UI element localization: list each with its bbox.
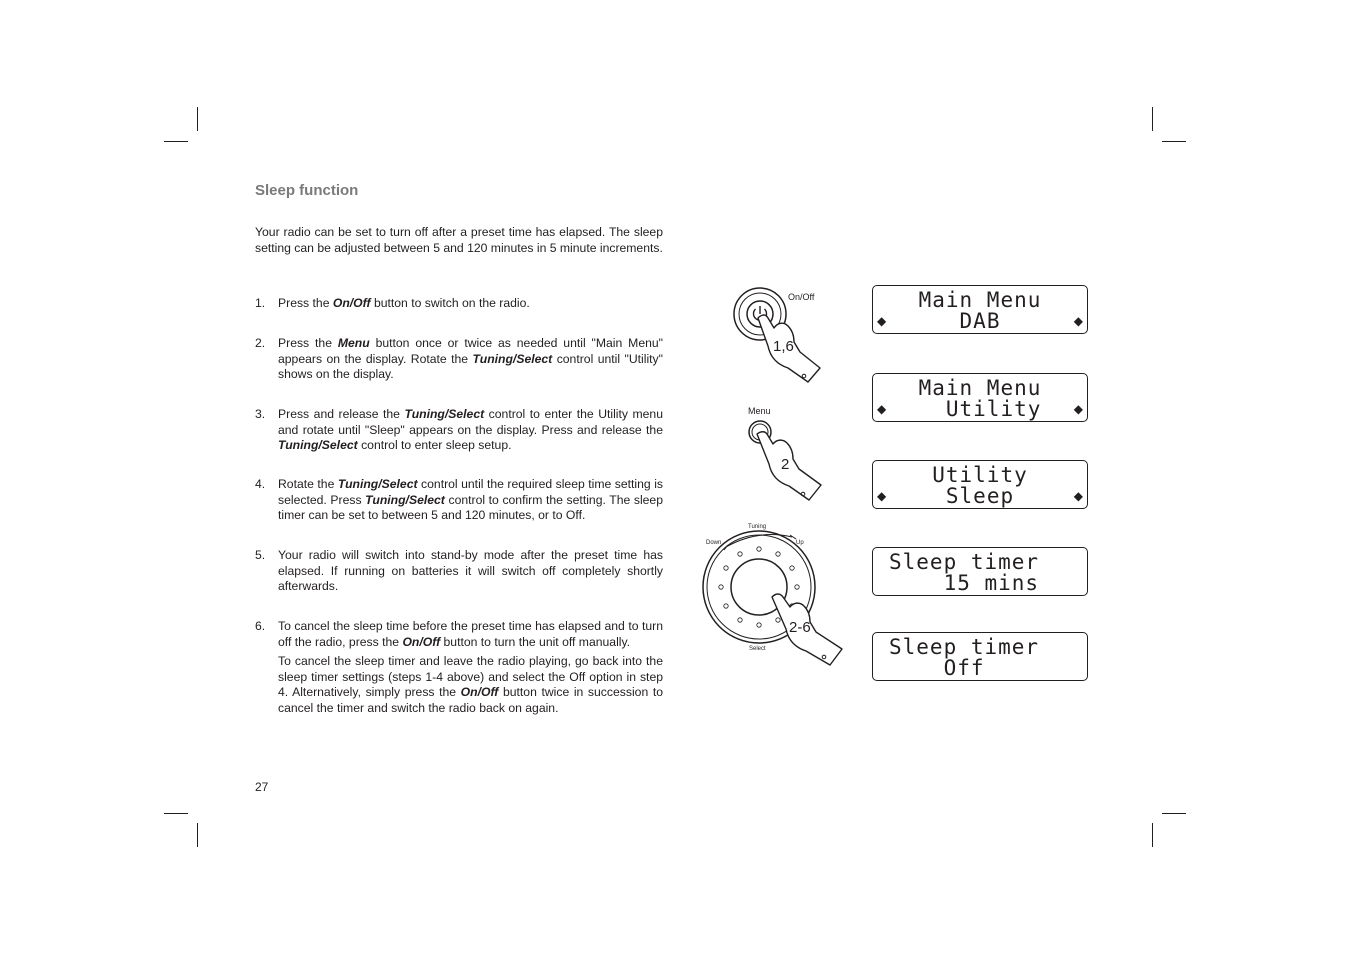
step-number: 4. <box>255 477 266 491</box>
lcd-line-1: Main Menu <box>918 288 1042 312</box>
crop-mark <box>1162 141 1186 142</box>
step-item <box>255 477 663 524</box>
step-item <box>255 336 663 383</box>
crop-mark <box>1152 107 1153 131</box>
left-arrow-icon: ◆ <box>877 489 887 503</box>
crop-mark <box>164 141 188 142</box>
right-arrow-icon: ◆ <box>1073 489 1083 503</box>
menu-step-label: 2 <box>781 456 790 473</box>
left-arrow-icon: ◆ <box>877 314 887 328</box>
crop-mark <box>197 107 198 131</box>
lcd-line-1: Main Menu <box>918 376 1042 400</box>
step-text: Press and release the Tuning/Select control to enter the Utility menu and rotate until "Sleep" appears on the display. Press and release the Tuning/Select control to enter sleep setup. <box>278 407 663 453</box>
lcd-display <box>872 373 1088 422</box>
step-number: 5. <box>255 548 266 562</box>
onoff-label: On/Off <box>788 292 815 302</box>
intro-paragraph: Your radio can be set to turn off after a preset time has elapsed. The sleep setting can be adjusted between 5 and 120 minutes in 5 minute increments. <box>255 225 663 255</box>
lcd-line-2: Sleep <box>945 484 1015 508</box>
lcd-line-2: DAB <box>959 309 1001 333</box>
down-label: Down <box>706 540 722 546</box>
left-arrow-icon: ◆ <box>877 402 887 416</box>
lcd-display <box>872 285 1088 334</box>
select-label: Select <box>749 646 766 652</box>
crop-mark <box>164 813 188 814</box>
step-text: To cancel the sleep time before the preset time has elapsed and to turn off the radio, press the On/Off button to turn the unit off manually. To cancel the sleep timer and leave the radio playing, go back into the sleep timer settings (steps 1-4 above) and select the Off option in step 4. Alternatively, simply press the On/Off button twice in succession to cancel the timer and switch the radio back on again. <box>278 619 663 715</box>
crop-mark <box>197 823 198 847</box>
step-number: 2. <box>255 336 266 350</box>
lcd-line-2: 15 mins <box>889 571 1040 595</box>
onoff-step-label: 1,6 <box>773 338 794 355</box>
page-title: Sleep function <box>255 182 359 199</box>
lcd-display <box>872 632 1088 681</box>
crop-mark <box>1152 823 1153 847</box>
tuning-label: Tuning <box>748 524 767 530</box>
step-item <box>255 407 663 454</box>
step-item <box>255 619 663 717</box>
right-arrow-icon: ◆ <box>1073 402 1083 416</box>
crop-mark <box>1162 813 1186 814</box>
step-text: Rotate the Tuning/Select control until the required sleep time setting is selected. Press Tuning/Select control to confirm the setting. The sleep timer can be set to between 5 and 120 minutes, or to Off. <box>278 477 664 523</box>
up-label: Up <box>796 540 804 546</box>
step-text: Your radio will switch into stand-by mode after the preset time has elapsed. If running on batteries it will switch off completely shortly afterwards. <box>278 548 663 594</box>
step-number: 3. <box>255 407 266 421</box>
page-number: 27 <box>255 780 269 794</box>
tuning-knob-illustration <box>700 525 850 675</box>
step-item <box>255 548 663 595</box>
menu-label: Menu <box>748 406 771 416</box>
step-text: Press the On/Off button to switch on the radio. <box>278 296 530 310</box>
lcd-line-1: Sleep timer <box>889 550 1040 574</box>
lcd-display <box>872 547 1088 596</box>
step-item <box>255 296 663 312</box>
tuning-step-label: 2-6 <box>789 619 811 636</box>
lcd-line-2: Utility <box>918 397 1042 421</box>
lcd-line-2: Off <box>889 656 985 680</box>
step-number: 6. <box>255 619 266 633</box>
step-number: 1. <box>255 296 266 310</box>
right-arrow-icon: ◆ <box>1073 314 1083 328</box>
lcd-display <box>872 460 1088 509</box>
lcd-line-1: Utility <box>932 463 1028 487</box>
lcd-line-1: Sleep timer <box>889 635 1040 659</box>
step-text: Press the Menu button once or twice as needed until "Main Menu" appears on the display. Rotate the Tuning/Select control until "Utility" shows on the display. <box>278 336 663 382</box>
